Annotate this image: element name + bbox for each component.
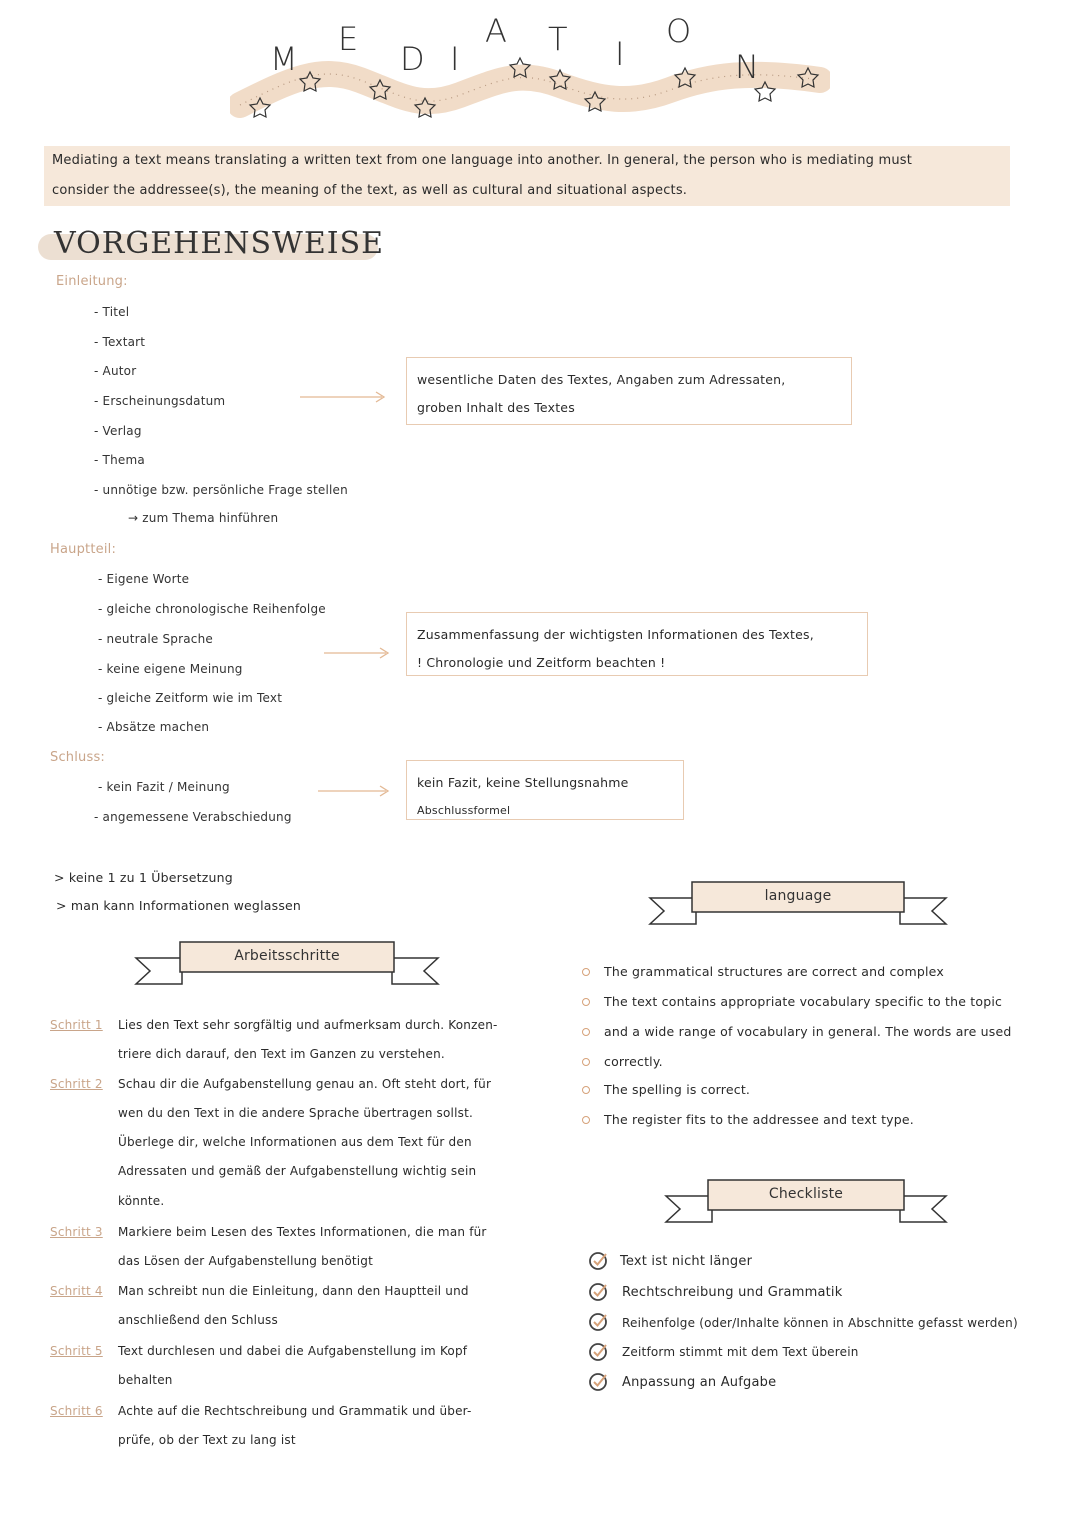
title-letter: N [735, 48, 759, 86]
title-letter: T [548, 20, 568, 58]
intro-box [44, 146, 1010, 206]
checklist-item: Text ist nicht länger [620, 1254, 753, 1269]
step-text: Markiere beim Lesen des Textes Informationen, die man für [118, 1225, 487, 1239]
list-item: - unnötige bzw. persönliche Frage stellen [94, 483, 348, 497]
title-letter: M [270, 40, 298, 78]
title-letter: A [485, 12, 507, 50]
list-item: - gleiche Zeitform wie im Text [98, 691, 283, 705]
title-letter: D [400, 40, 425, 78]
step-text: Achte auf die Rechtschreibung und Grammatik und über- [118, 1404, 472, 1418]
list-item: - keine eigene Meinung [98, 662, 243, 676]
language-bullet: The grammatical structures are correct and complex [604, 964, 944, 979]
arrow-icon [322, 646, 392, 660]
checklist-item: Reihenfolge (oder/Inhalte können in Abschnitte gefasst werden) [622, 1316, 1018, 1330]
step-label: Schritt 1 [50, 1018, 103, 1032]
checklist-item: Anpassung an Aufgabe [622, 1375, 777, 1390]
language-bullet: The register fits to the addressee and text type. [604, 1112, 914, 1127]
step-text: triere dich darauf, den Text im Ganzen zu verstehen. [118, 1047, 445, 1061]
list-item: - Thema [94, 453, 145, 467]
language-title: language [764, 888, 832, 904]
list-item: - kein Fazit / Meinung [98, 780, 230, 794]
checkliste-ribbon [664, 1176, 948, 1228]
bullet-icon [582, 998, 590, 1006]
step-text: Überlege dir, welche Informationen aus dem Text für den [118, 1135, 472, 1149]
title-letter: I [615, 35, 625, 73]
step-label: Schritt 3 [50, 1225, 103, 1239]
schluss-summary-box [406, 760, 684, 820]
check-icon [588, 1311, 610, 1333]
list-item: - gleiche chronologische Reihenfolge [98, 602, 326, 616]
step-label: Schritt 6 [50, 1404, 103, 1418]
language-ribbon [648, 878, 948, 930]
list-item: - Eigene Worte [98, 572, 190, 586]
language-bullet: and a wide range of vocabulary in general. The words are used [604, 1024, 1012, 1039]
step-text: Schau dir die Aufgabenstellung genau an. Oft steht dort, für [118, 1077, 492, 1091]
list-subitem: → zum Thema hinführen [128, 511, 279, 525]
arrow-icon [298, 390, 388, 404]
arbeitsschritte-title: Arbeitsschritte [234, 948, 340, 964]
checklist-item: Rechtschreibung und Grammatik [622, 1285, 843, 1300]
box-line: Zusammenfassung der wichtigsten Informationen des Textes, [417, 627, 814, 642]
checklist-item: Zeitform stimmt mit dem Text überein [622, 1345, 859, 1359]
bullet-icon [582, 1086, 590, 1094]
note-item: > man kann Informationen weglassen [56, 898, 302, 913]
step-text: behalten [118, 1373, 173, 1387]
step-text: wen du den Text in die andere Sprache übertragen sollst. [118, 1106, 473, 1120]
bullet-icon [582, 1028, 590, 1036]
bullet-icon [582, 968, 590, 976]
check-icon [588, 1341, 610, 1363]
list-item: - Erscheinungsdatum [94, 394, 226, 408]
step-text: Adressaten und gemäß der Aufgabenstellung wichtig sein [118, 1164, 477, 1178]
bullet-icon [582, 1116, 590, 1124]
step-text: Lies den Text sehr sorgfältig und aufmerksam durch. Konzen- [118, 1018, 498, 1032]
list-item: - angemessene Verabschiedung [94, 810, 292, 824]
note-item: > keine 1 zu 1 Übersetzung [54, 870, 233, 885]
arbeitsschritte-ribbon [134, 938, 440, 990]
language-bullet: The spelling is correct. [604, 1082, 751, 1097]
step-text: könnte. [118, 1194, 165, 1208]
einleitung-label: Einleitung: [56, 274, 128, 289]
check-icon [588, 1250, 610, 1272]
box-line: wesentliche Daten des Textes, Angaben zum Adressaten, [417, 372, 786, 387]
list-item: - Autor [94, 364, 137, 378]
schluss-label: Schluss: [50, 750, 106, 765]
list-item: - Textart [94, 335, 146, 349]
step-label: Schritt 5 [50, 1344, 103, 1358]
step-text: anschließend den Schluss [118, 1313, 278, 1327]
check-icon [588, 1371, 610, 1393]
check-icon [588, 1281, 610, 1303]
einleitung-summary-box [406, 357, 852, 425]
box-line: groben Inhalt des Textes [417, 400, 575, 415]
hauptteil-label: Hauptteil: [50, 542, 117, 557]
title-letter: O [666, 12, 692, 50]
list-item: - Verlag [94, 424, 142, 438]
checkliste-title: Checkliste [768, 1186, 844, 1202]
bullet-icon [582, 1058, 590, 1066]
title-letter: I [450, 40, 460, 78]
step-label: Schritt 2 [50, 1077, 103, 1091]
arrow-icon [316, 784, 392, 798]
step-text: Man schreibt nun die Einleitung, dann den Hauptteil und [118, 1284, 469, 1298]
intro-line: Mediating a text means translating a written text from one language into another. In general, the person who is mediating must [52, 153, 913, 168]
section-heading: VORGEHENSWEISE [54, 226, 385, 261]
step-text: prüfe, ob der Text zu lang ist [118, 1433, 296, 1447]
page-title [230, 10, 830, 120]
list-item: - neutrale Sprache [98, 632, 213, 646]
step-text: das Lösen der Aufgabenstellung benötigt [118, 1254, 374, 1268]
language-bullet: The text contains appropriate vocabulary specific to the topic [604, 994, 1003, 1009]
box-line: ! Chronologie und Zeitform beachten ! [417, 655, 666, 670]
step-label: Schritt 4 [50, 1284, 103, 1298]
title-letter: E [338, 20, 359, 58]
box-line: kein Fazit, keine Stellungsnahme [417, 775, 629, 790]
hauptteil-summary-box [406, 612, 868, 676]
step-text: Text durchlesen und dabei die Aufgabenstellung im Kopf [118, 1344, 468, 1358]
language-bullet: correctly. [604, 1054, 663, 1069]
intro-line: consider the addressee(s), the meaning of the text, as well as cultural and situational aspects. [52, 183, 688, 198]
box-line: Abschlussformel [417, 804, 511, 817]
list-item: - Absätze machen [98, 720, 210, 734]
list-item: - Titel [94, 305, 130, 319]
